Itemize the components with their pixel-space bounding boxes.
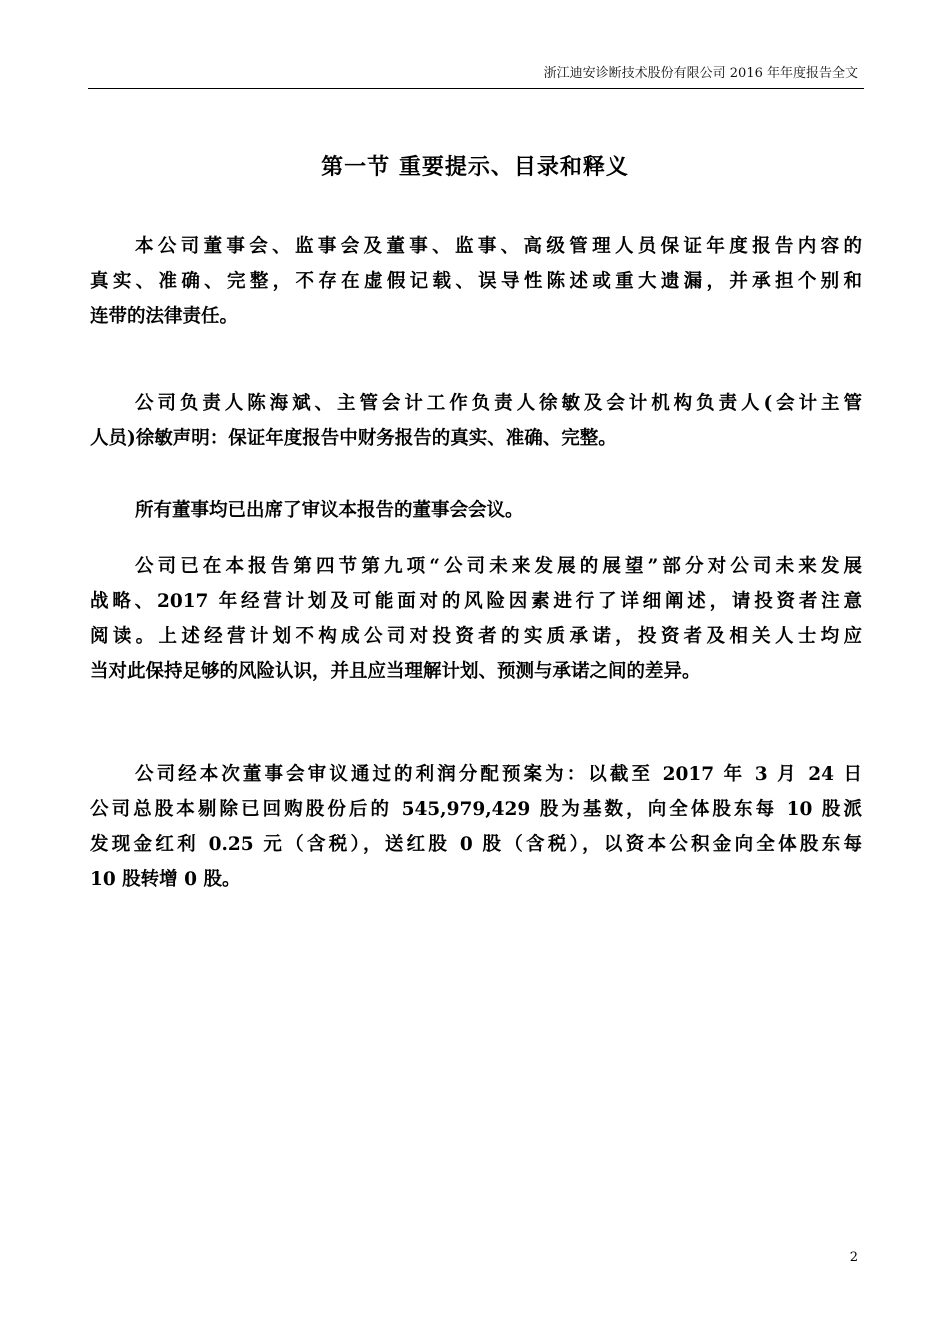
header-rule — [88, 88, 864, 89]
paragraph-line: 战略、2017 年经营计划及可能面对的风险因素进行了详细阐述，请投资者注意 — [90, 591, 862, 612]
paragraph-profit-distribution — [90, 757, 862, 897]
paragraph-line: 连带的法律责任。 — [90, 306, 239, 327]
paragraph-line: 公司负责人陈海斌、主管会计工作负责人徐敏及会计机构负责人(会计主管 — [135, 393, 862, 414]
paragraph-financial-report-statement — [90, 386, 862, 456]
section-title: 第一节 重要提示、目录和释义 — [321, 154, 629, 180]
paragraph-outlook-risk — [90, 549, 862, 689]
paragraph-line: 本公司董事会、监事会及董事、监事、高级管理人员保证年度报告内容的 — [135, 236, 862, 257]
running-header: 浙江迪安诊断技术股份有限公司 2016 年年度报告全文 — [543, 66, 858, 81]
paragraph-line: 人员)徐敏声明：保证年度报告中财务报告的真实、准确、完整。 — [90, 428, 617, 449]
paragraph-line: 阅读。上述经营计划不构成公司对投资者的实质承诺，投资者及相关人士均应 — [90, 626, 862, 647]
paragraph-line: 公司经本次董事会审议通过的利润分配预案为：以截至 2017 年 3 月 24 日 — [135, 764, 862, 785]
paragraph-line: 所有董事均已出席了审议本报告的董事会会议。 — [135, 500, 524, 521]
paragraph-line: 10 股转增 0 股。 — [90, 869, 241, 890]
page-number: 2 — [849, 1250, 858, 1265]
paragraph-line: 当对此保持足够的风险认识，并且应当理解计划、预测与承诺之间的差异。 — [90, 661, 701, 682]
paragraph-line: 公司总股本剔除已回购股份后的 545,979,429 股为基数，向全体股东每 10 股派 — [90, 799, 862, 820]
paragraph-line: 公司已在本报告第四节第九项“公司未来发展的展望”部分对公司未来发展 — [135, 556, 862, 577]
paragraph-responsibility-statement — [90, 229, 862, 334]
paragraph-line: 发现金红利 0.25 元（含税），送红股 0 股（含税），以资本公积金向全体股东每 — [90, 834, 862, 855]
paragraph-board-attendance — [90, 493, 862, 528]
paragraph-line: 真实、准确、完整，不存在虚假记载、误导性陈述或重大遗漏，并承担个别和 — [90, 271, 862, 292]
